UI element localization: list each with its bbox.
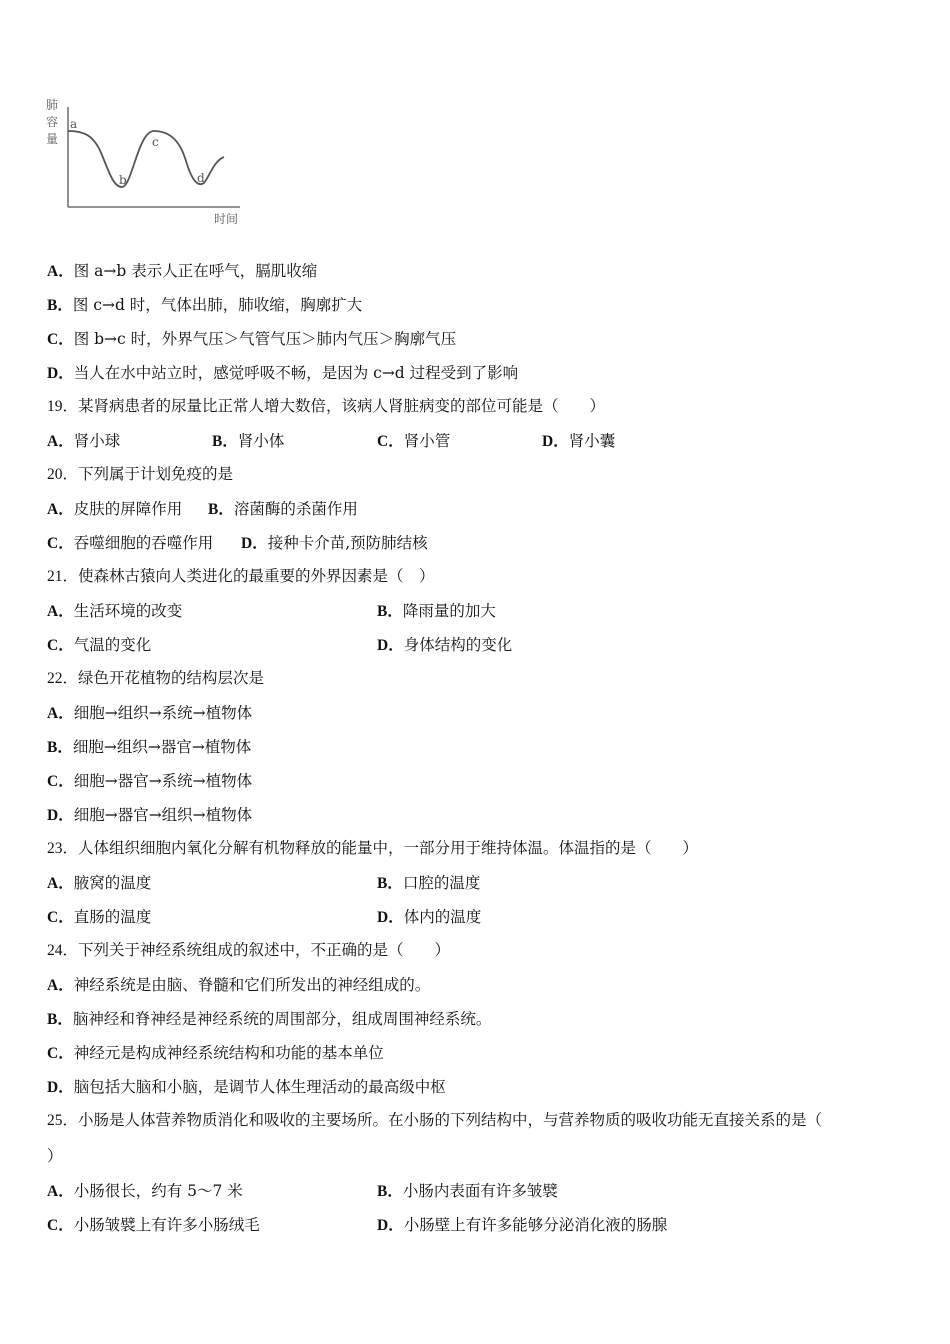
q19-option-a: A．肾小球 [47, 432, 121, 450]
q18-option-b: B．图 c→d 时，气体出肺，肺收缩，胸廓扩大 [47, 296, 363, 314]
q22-option-a: A．细胞→组织→系统→植物体 [47, 704, 253, 722]
q22-option-c: C．细胞→器官→系统→植物体 [47, 772, 253, 790]
q25-option-c: C．小肠皱襞上有许多小肠绒毛 [47, 1216, 260, 1234]
q25-option-a: A．小肠很长，约有 5～7 米 [47, 1182, 243, 1200]
figure-point-b: b [119, 173, 127, 187]
figure-point-c: c [152, 135, 159, 149]
q19-option-c: C．肾小管 [377, 432, 451, 450]
q19-option-b: B．肾小体 [212, 432, 285, 450]
q19-stem: 19．某肾病患者的尿量比正常人增大数倍，该病人肾脏病变的部位可能是（ ） [47, 398, 606, 415]
q25-option-b: B．小肠内表面有许多皱襞 [377, 1182, 558, 1200]
q21-option-b: B．降雨量的加大 [377, 602, 496, 620]
q21-option-d: D．身体结构的变化 [377, 636, 513, 654]
q20-option-d: D．接种卡介苗,预防肺结核 [241, 534, 428, 552]
q21-option-a: A．生活环境的改变 [47, 602, 183, 620]
q18-option-c: C．图 b→c 时，外界气压＞气管气压＞肺内气压＞胸廓气压 [47, 330, 457, 348]
q25-option-d: D．小肠壁上有许多能够分泌消化液的肠腺 [377, 1216, 668, 1234]
q18-option-d: D．当人在水中站立时，感觉呼吸不畅，是因为 c→d 过程受到了影响 [47, 364, 519, 382]
q19-option-d: D．肾小囊 [542, 432, 616, 450]
q18-option-a: A．图 a→b 表示人正在呼气，膈肌收缩 [47, 262, 318, 280]
q25-stem-continued: ） [47, 1148, 63, 1165]
q24-option-b: B．脑神经和脊神经是神经系统的周围部分，组成周围神经系统。 [47, 1010, 492, 1028]
q23-option-d: D．体内的温度 [377, 908, 482, 926]
q23-option-c: C．直肠的温度 [47, 908, 152, 926]
figure-ylabel-1: 肺 [46, 98, 59, 112]
q23-option-a: A．腋窝的温度 [47, 874, 152, 892]
figure-xlabel: 时间 [214, 212, 239, 226]
q23-stem: 23．人体组织细胞内氧化分解有机物释放的能量中，一部分用于维持体温。体温指的是（ ） [47, 840, 699, 857]
q21-stem: 21．使森林古猿向人类进化的最重要的外界因素是（ ） [47, 568, 435, 585]
q24-stem: 24．下列关于神经系统组成的叙述中，不正确的是（ ） [47, 942, 451, 959]
q24-option-d: D．脑包括大脑和小脑，是调节人体生理活动的最高级中枢 [47, 1078, 446, 1096]
q25-stem: 25．小肠是人体营养物质消化和吸收的主要场所。在小肠的下列结构中，与营养物质的吸收功能无直接关系的是（ [47, 1112, 823, 1129]
figure-point-a: a [70, 117, 78, 131]
q23-option-b: B．口腔的温度 [377, 874, 481, 892]
lung-capacity-figure [40, 95, 250, 235]
q24-option-c: C．神经元是构成神经系统结构和功能的基本单位 [47, 1044, 384, 1062]
figure-point-d: d [197, 171, 205, 185]
q20-option-c: C．吞噬细胞的吞噬作用 [47, 534, 214, 552]
figure-ylabel-3: 量 [46, 132, 59, 146]
q24-option-a: A．神经系统是由脑、脊髓和它们所发出的神经组成的。 [47, 976, 431, 994]
q22-stem: 22．绿色开花植物的结构层次是 [47, 670, 265, 687]
figure-ylabel-2: 容 [46, 115, 59, 129]
q22-option-d: D．细胞→器官→组织→植物体 [47, 806, 253, 824]
q22-option-b: B．细胞→组织→器官→植物体 [47, 738, 252, 756]
q20-option-b: B．溶菌酶的杀菌作用 [208, 500, 358, 518]
q20-stem: 20．下列属于计划免疫的是 [47, 466, 234, 483]
q21-option-c: C．气温的变化 [47, 636, 152, 654]
q20-option-a: A．皮肤的屏障作用 [47, 500, 183, 518]
